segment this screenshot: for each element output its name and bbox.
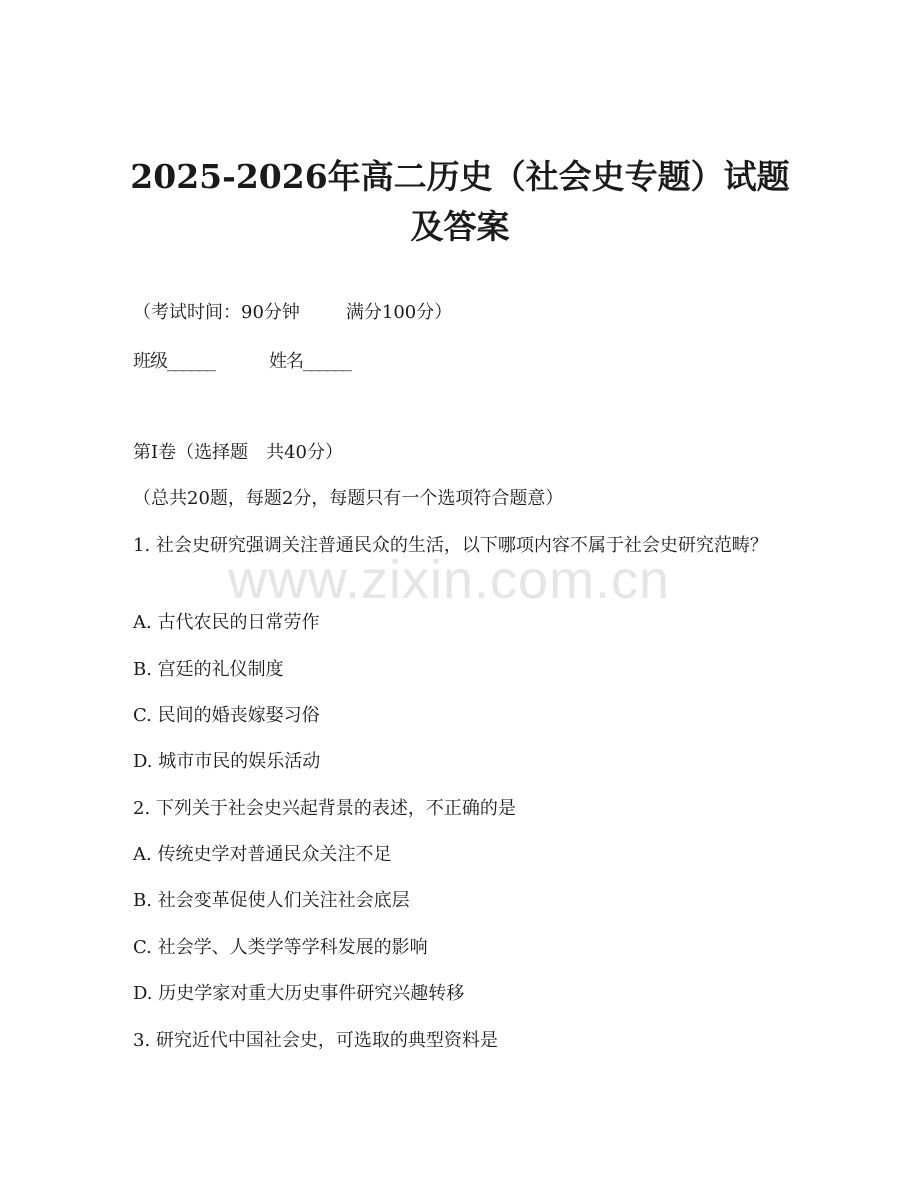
page-title-line-2: 及答案 (410, 207, 510, 246)
section-instructions: （总共20题，每题2分，每题只有一个选项符合题意） (133, 488, 564, 509)
exam-time: （考试时间：90分钟 (133, 302, 300, 323)
question-1-option-a: A. 古代农民的日常劳作 (133, 612, 320, 633)
name-field: 姓名______ (269, 351, 351, 372)
section-heading: 第I卷（选择题 共40分） (133, 442, 344, 463)
page-title-line-1: 2025-2026年高二历史（社会史专题）试题 (130, 157, 790, 196)
question-2-option-b: B. 社会变革促使人们关注社会底层 (133, 890, 410, 911)
question-3-stem: 3. 研究近代中国社会史，可选取的典型资料是 (133, 1030, 498, 1051)
question-1-option-b: B. 宫廷的礼仪制度 (133, 659, 284, 680)
exam-score: 满分100分） (345, 302, 453, 323)
question-1-stem: 1. 社会史研究强调关注普通民众的生活，以下哪项内容不属于社会史研究范畴？ (133, 535, 768, 556)
question-2-option-d: D. 历史学家对重大历史事件研究兴趣转移 (133, 983, 465, 1004)
question-2-option-a: A. 传统史学对普通民众关注不足 (133, 844, 392, 865)
class-field: 班级______ (133, 351, 215, 372)
watermark: www.zixin.com.cn (228, 550, 671, 610)
exam-info (133, 299, 452, 327)
question-1-option-c: C. 民间的婚丧嫁娶习俗 (133, 705, 320, 726)
student-info (133, 348, 351, 376)
question-1-option-d: D. 城市市民的娱乐活动 (133, 751, 321, 772)
question-2-option-c: C. 社会学、人类学等学科发展的影响 (133, 937, 428, 958)
question-2-stem: 2. 下列关于社会史兴起背景的表述，不正确的是 (133, 798, 516, 819)
